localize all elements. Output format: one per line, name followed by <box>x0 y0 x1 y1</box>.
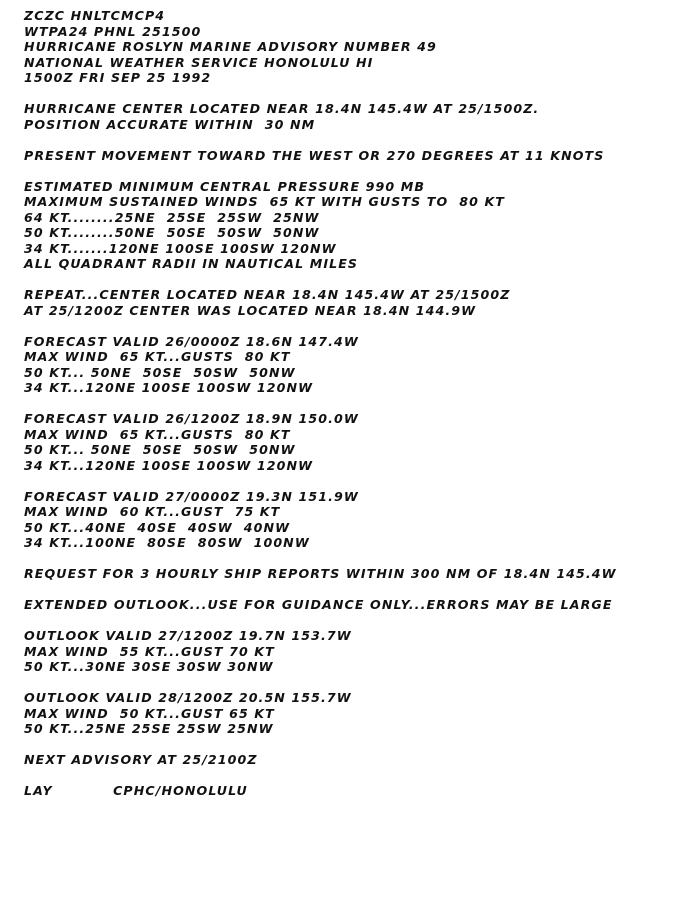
forecast-block <box>24 489 689 551</box>
forecast-block <box>24 334 689 396</box>
issuing-office: NATIONAL WEATHER SERVICE HONOLULU HI <box>24 54 374 70</box>
forecast-valid-line: FORECAST VALID 26/1200Z 18.9N 150.0W <box>24 411 359 426</box>
signature-line <box>24 783 689 799</box>
forecast-radii-line: 50 KT...40NE 40SE 40SW 40NW <box>24 519 291 535</box>
repeat-line: REPEAT...CENTER LOCATED NEAR 18.4N 145.4W AT 25/1500Z <box>24 287 511 302</box>
forecast-radii-line: 34 KT...100NE 80SE 80SW 100NW <box>24 535 310 550</box>
movement-line: PRESENT MOVEMENT TOWARD THE WEST OR 270 DEGREES AT 11 KNOTS <box>24 147 605 163</box>
wind-radii-line: 34 KT.......120NE 100SE 100SW 120NW <box>24 240 337 256</box>
forecaster-name: LAY <box>24 783 53 798</box>
outlook-valid-line: OUTLOOK VALID 27/1200Z 19.7N 153.7W <box>24 628 352 643</box>
forecast-radii-line: 34 KT...120NE 100SE 100SW 120NW <box>24 380 314 395</box>
ship-request-block <box>24 566 689 582</box>
wind-radii-line: 64 KT........25NE 25SE 25SW 25NW <box>24 209 320 225</box>
advisory-title: HURRICANE ROSLYN MARINE ADVISORY NUMBER 49 <box>24 39 437 54</box>
intensity-block <box>24 179 689 272</box>
previous-position-line: AT 25/1200Z CENTER WAS LOCATED NEAR 18.4N 144.9W <box>24 302 477 318</box>
position-accuracy-line: POSITION ACCURATE WITHIN 30 NM <box>24 116 316 132</box>
issuing-center: CPHC/HONOLULU <box>113 783 248 798</box>
extended-outlook-line: EXTENDED OUTLOOK...USE FOR GUIDANCE ONLY...ERRORS MAY BE LARGE <box>24 597 613 612</box>
radii-note-line: ALL QUADRANT RADII IN NAUTICAL MILES <box>24 256 359 271</box>
outlook-radii-line: 50 KT...30NE 30SE 30SW 30NW <box>24 659 274 674</box>
movement-block <box>24 148 689 164</box>
outlook-block <box>24 628 689 675</box>
header-block <box>24 8 689 86</box>
outlook-wind-line: MAX WIND 50 KT...GUST 65 KT <box>24 705 275 721</box>
center-line: HURRICANE CENTER LOCATED NEAR 18.4N 145.4W AT 25/1500Z. <box>24 101 540 116</box>
outlook-valid-line: OUTLOOK VALID 28/1200Z 20.5N 155.7W <box>24 690 352 705</box>
center-position-block <box>24 101 689 132</box>
extended-outlook-block <box>24 597 689 613</box>
repeat-block <box>24 287 689 318</box>
pressure-line: ESTIMATED MINIMUM CENTRAL PRESSURE 990 MB <box>24 178 426 194</box>
forecast-radii-line: 50 KT... 50NE 50SE 50SW 50NW <box>24 442 296 457</box>
forecast-wind-line: MAX WIND 65 KT...GUSTS 80 KT <box>24 426 291 442</box>
outlook-radii-line: 50 KT...25NE 25SE 25SW 25NW <box>24 721 274 736</box>
forecast-block <box>24 411 689 473</box>
header-line: ZCZC HNLTCMCP4 <box>24 8 166 23</box>
header-line: WTPA24 PHNL 251500 <box>24 23 202 39</box>
max-winds-line: MAXIMUM SUSTAINED WINDS 65 KT WITH GUSTS TO 80 KT <box>24 194 505 209</box>
signature-block <box>24 783 689 799</box>
outlook-block <box>24 690 689 737</box>
outlook-wind-line: MAX WIND 55 KT...GUST 70 KT <box>24 643 275 659</box>
forecast-valid-line: FORECAST VALID 27/0000Z 19.3N 151.9W <box>24 488 359 504</box>
forecast-radii-line: 34 KT...120NE 100SE 100SW 120NW <box>24 457 314 473</box>
next-advisory-line: NEXT ADVISORY AT 25/2100Z <box>24 752 258 767</box>
marine-advisory-document <box>24 8 689 814</box>
issue-time: 1500Z FRI SEP 25 1992 <box>24 70 212 85</box>
forecast-valid-line: FORECAST VALID 26/0000Z 18.6N 147.4W <box>24 333 359 349</box>
wind-radii-line: 50 KT........50NE 50SE 50SW 50NW <box>24 225 320 240</box>
forecast-radii-line: 50 KT... 50NE 50SE 50SW 50NW <box>24 364 296 380</box>
forecast-wind-line: MAX WIND 65 KT...GUSTS 80 KT <box>24 349 291 364</box>
next-advisory-block <box>24 752 689 768</box>
ship-request-line: REQUEST FOR 3 HOURLY SHIP REPORTS WITHIN 300 NM OF 18.4N 145.4W <box>24 566 617 581</box>
forecast-wind-line: MAX WIND 60 KT...GUST 75 KT <box>24 504 281 519</box>
